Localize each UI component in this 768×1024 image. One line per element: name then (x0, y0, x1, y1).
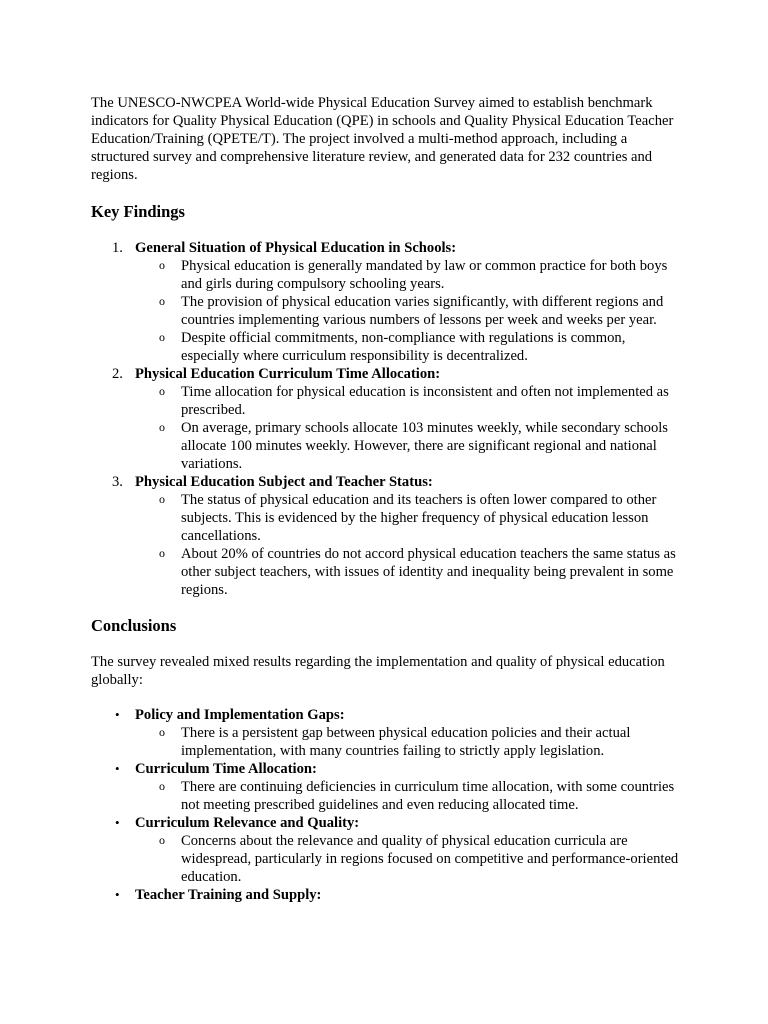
conclusion-point (135, 778, 681, 814)
finding-point (135, 383, 681, 419)
bullet-icon: • (115, 707, 120, 722)
conclusion-point (135, 832, 681, 886)
finding-point (135, 545, 681, 599)
conclusions-list (91, 706, 681, 904)
finding-number: 2. (112, 366, 123, 382)
finding-point-text: On average, primary schools allocate 103 minutes weekly, while secondary schools allocate 100 minutes weekly. However, there are significant regional and national variations. (181, 420, 668, 472)
finding-point (135, 257, 681, 293)
finding-item (91, 365, 681, 473)
conclusions-intro: The survey revealed mixed results regarding the implementation and quality of physical education globally: (91, 654, 665, 688)
intro-paragraph: The UNESCO-NWCPEA World-wide Physical Education Survey aimed to establish benchmark indicators for Quality Physical Education (QPE) in schools and Quality Physical Education Teacher Education/Training (QPETE/T). The project involved a multi-method approach, including a structured survey and comprehensive literature review, and generated data for 232 countries and regions. (91, 95, 674, 183)
conclusion-points (135, 832, 681, 886)
conclusion-point (135, 724, 681, 760)
sub-bullet-icon: o (159, 258, 165, 272)
sub-bullet-icon: o (159, 546, 165, 560)
bullet-icon: • (115, 761, 120, 776)
finding-point (135, 419, 681, 473)
sub-bullet-icon: o (159, 330, 165, 344)
finding-point-text: The provision of physical education varies significantly, with different regions and countries implementing various numbers of lessons per week and weeks per year. (181, 294, 664, 328)
finding-number: 3. (112, 474, 123, 490)
conclusion-title: Policy and Implementation Gaps: (135, 707, 345, 723)
conclusion-point-text: There are continuing deficiencies in curriculum time allocation, with some countries not meeting prescribed guidelines and even reducing allocated time. (181, 779, 675, 813)
sub-bullet-icon: o (159, 779, 165, 793)
conclusion-point-text: There is a persistent gap between physical education policies and their actual implementation, with many countries failing to strictly apply legislation. (181, 725, 631, 759)
key-findings-heading: Key Findings (91, 202, 185, 221)
sub-bullet-icon: o (159, 384, 165, 398)
conclusion-item (91, 814, 681, 886)
conclusions-heading: Conclusions (91, 616, 177, 635)
finding-title: General Situation of Physical Education in Schools: (135, 240, 457, 256)
sub-bullet-icon: o (159, 294, 165, 308)
conclusion-item (91, 706, 681, 760)
finding-points (135, 257, 681, 365)
finding-points (135, 491, 681, 599)
conclusion-title: Curriculum Relevance and Quality: (135, 815, 360, 831)
key-findings-list (91, 239, 681, 599)
sub-bullet-icon: o (159, 492, 165, 506)
finding-title: Physical Education Curriculum Time Allocation: (135, 366, 441, 382)
finding-point-text: Physical education is generally mandated by law or common practice for both boys and girls during compulsory schooling years. (181, 258, 668, 292)
bullet-icon: • (115, 815, 120, 830)
conclusion-points (135, 778, 681, 814)
sub-bullet-icon: o (159, 725, 165, 739)
finding-point-text: About 20% of countries do not accord physical education teachers the same status as other subject teachers, with issues of identity and inequality being prevalent in some regions. (181, 546, 676, 598)
sub-bullet-icon: o (159, 833, 165, 847)
finding-point (135, 293, 681, 329)
finding-item (91, 239, 681, 365)
finding-point (135, 491, 681, 545)
finding-point-text: Time allocation for physical education is inconsistent and often not implemented as prescribed. (181, 384, 669, 418)
finding-number: 1. (112, 240, 123, 256)
finding-item (91, 473, 681, 599)
finding-point (135, 329, 681, 365)
conclusion-item (91, 886, 681, 904)
finding-point-text: Despite official commitments, non-compliance with regulations is common, especially where curriculum responsibility is decentralized. (181, 330, 626, 364)
conclusion-title: Teacher Training and Supply: (135, 887, 322, 903)
conclusion-item (91, 760, 681, 814)
conclusion-points (135, 724, 681, 760)
finding-point-text: The status of physical education and its teachers is often lower compared to other subjects. This is evidenced by the higher frequency of physical education lesson cancellations. (181, 492, 657, 544)
conclusion-title: Curriculum Time Allocation: (135, 761, 317, 777)
bullet-icon: • (115, 887, 120, 902)
sub-bullet-icon: o (159, 420, 165, 434)
finding-points (135, 383, 681, 473)
document-page (91, 94, 681, 904)
conclusion-point-text: Concerns about the relevance and quality of physical education curricula are widespread, particularly in regions focused on competitive and performance-oriented education. (181, 833, 679, 885)
finding-title: Physical Education Subject and Teacher Status: (135, 474, 433, 490)
